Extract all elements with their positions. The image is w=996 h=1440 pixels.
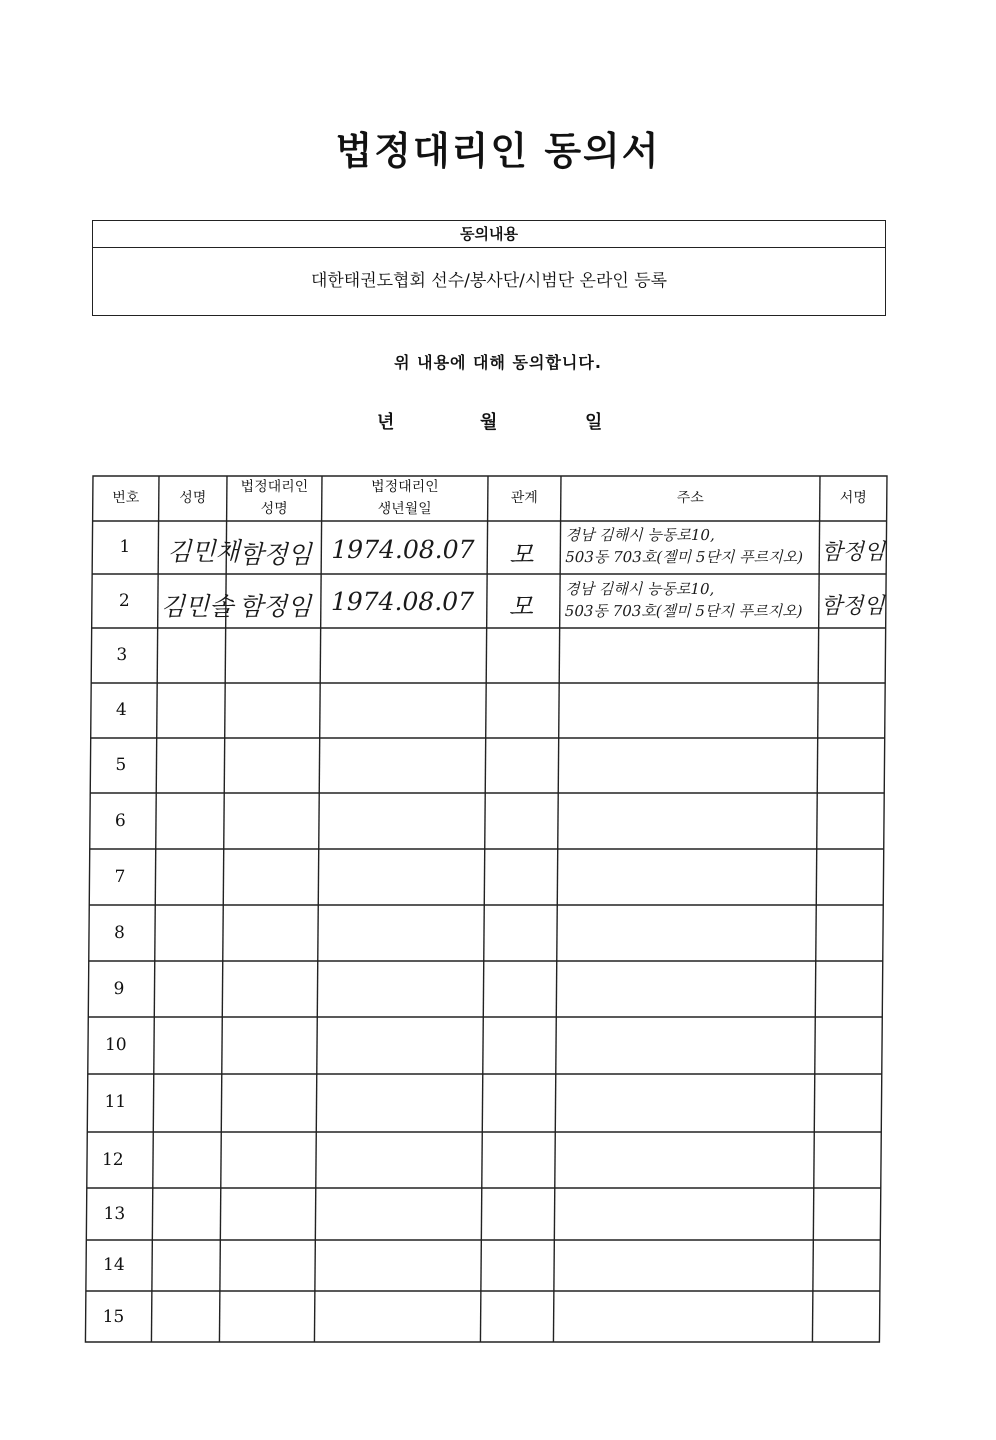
row2-relation: 모 — [508, 592, 534, 621]
row-number-8: 8 — [113, 923, 125, 943]
header-guardian-name-line2: 성명 — [260, 501, 288, 517]
date-year-label: 년 — [377, 412, 395, 433]
row1-address-line1: 경남 김해시 능동로10, — [565, 526, 715, 544]
row1-name: 김민채 — [167, 537, 240, 566]
row-number-15: 15 — [102, 1307, 125, 1327]
row-number-9: 9 — [113, 979, 125, 999]
row-number-13: 13 — [103, 1204, 126, 1224]
header-address: 주소 — [676, 490, 704, 506]
consent-header: 동의내용 — [93, 221, 885, 248]
consent-body: 대한태권도협회 선수/봉사단/시범단 온라인 등록 — [310, 271, 668, 291]
row-number-7: 7 — [114, 867, 126, 887]
agreement-statement: 위 내용에 대해 동의합니다. — [394, 353, 602, 372]
row2-guardian-birth: 1974.08.07 — [330, 587, 475, 616]
row-number-3: 3 — [116, 645, 128, 665]
header-guardian-birth-line2: 생년월일 — [377, 501, 432, 517]
row-number-5: 5 — [115, 755, 127, 775]
document-title: 법정대리인 동의서 — [335, 129, 661, 173]
row1-address-line2: 503동 703호(젤미 5단지 푸르지오) — [565, 548, 804, 566]
header-name: 성명 — [179, 490, 207, 506]
row2-signature: 함정임 — [820, 594, 885, 619]
row1-guardian-name: 함정임 — [239, 540, 312, 569]
header-signature: 서명 — [839, 490, 867, 506]
registrant-table — [84, 475, 888, 1343]
row1-relation: 모 — [509, 540, 534, 569]
header-no: 번호 — [112, 490, 140, 506]
row-number-2: 2 — [118, 591, 130, 611]
row1-guardian-birth: 1974.08.07 — [331, 535, 475, 564]
row2-address-line2: 503동 703호(젤미 5단지 푸르지오) — [564, 602, 803, 620]
row2-guardian-name: 함정임 — [238, 592, 312, 621]
row-number-12: 12 — [101, 1150, 124, 1170]
row-number-1: 1 — [119, 537, 131, 557]
row2-name: 김민솔 — [160, 592, 234, 621]
date-day-label: 일 — [585, 412, 603, 433]
row-number-11: 11 — [104, 1092, 127, 1112]
date-month-label: 월 — [480, 412, 498, 433]
row-number-14: 14 — [103, 1255, 125, 1275]
header-guardian-birth-line1: 법정대리인 — [371, 479, 439, 495]
row-number-6: 6 — [114, 811, 126, 831]
row2-address-line1: 경남 김해시 능동로10, — [564, 580, 715, 598]
header-relation: 관계 — [510, 490, 538, 506]
row1-signature: 함정임 — [821, 540, 886, 565]
row-number-10: 10 — [104, 1035, 127, 1055]
row-number-4: 4 — [115, 700, 127, 720]
consent-box — [92, 220, 886, 316]
header-guardian-name-line1: 법정대리인 — [240, 479, 309, 495]
